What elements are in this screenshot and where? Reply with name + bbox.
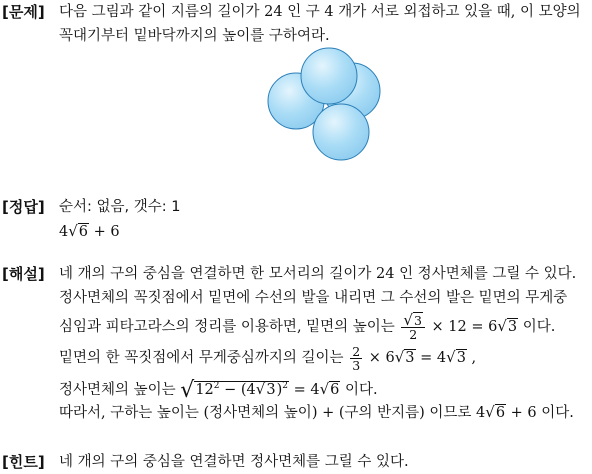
solution-tag: [해설] [2, 265, 45, 283]
answer-value: 4√6 + 6 [59, 222, 120, 240]
problem-line-2: 꼭대기부터 밑바닥까지의 높이를 구하여라. [59, 28, 330, 44]
problem-tag: [문제] [2, 3, 45, 21]
answer-meta: 순서: 없음, 갯수: 1 [59, 199, 181, 215]
fraction-sqrt3-over-2: $\frac{√3}{2}$ [401, 314, 425, 341]
solution-line-4: 밑면의 한 꼭짓점에서 무게중심까지의 길이는 $\frac{2}{3}$ × 6√3 = 4√3 , [59, 343, 477, 373]
problem-line-1: 다음 그림과 같이 지름의 길이가 24 인 구 4 개가 서로 외접하고 있을 때, 이 모양의 [59, 4, 581, 20]
sphere-top [301, 48, 357, 104]
hint-tag: [힌트] [2, 453, 45, 471]
sqrt-expression: $12^2 - (4√3)^2$ [195, 380, 288, 398]
fraction-2-over-3: $\frac{2}{3}$ [352, 343, 361, 373]
sphere-front [313, 104, 369, 160]
four-spheres-figure [264, 46, 384, 162]
answer-tag: [정답] [2, 198, 45, 216]
solution-line-1: 네 개의 구의 중심을 연결하면 한 모서리의 길이가 24 인 정사면체를 그릴 수 있다. [59, 266, 577, 282]
solution-line-2: 정사면체의 꼭짓점에서 밑면에 수선의 발을 내리면 그 수선의 발은 밑면의 무게중 [59, 290, 568, 306]
hint-text: 네 개의 구의 중심을 연결하면 정사면체를 그릴 수 있다. [59, 454, 409, 470]
solution-line-6: 따라서, 구하는 높이는 (정사면체의 높이) + (구의 반지름) 이므로 4√6 + 6 이다. [59, 403, 574, 421]
solution-line-5: 정사면체의 높이는 $√12^2 - (4√3)^2 = 4√6$ 이다. [59, 378, 378, 403]
solution-line-3: 심임과 피타고라스의 정리를 이용하면, 밑면의 높이는 $\frac{√3}{2}$ × 12 = 6√3 이다. [59, 310, 556, 342]
